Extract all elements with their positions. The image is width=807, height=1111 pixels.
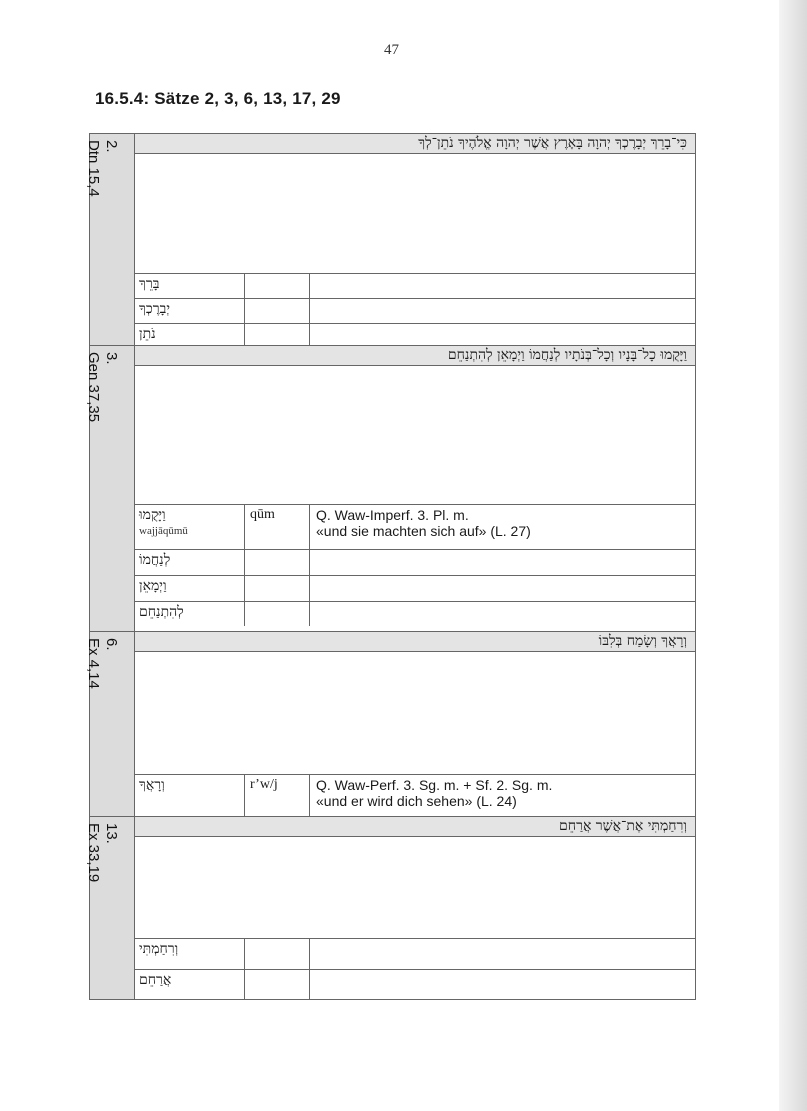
- sentence-number: 13.: [103, 823, 120, 844]
- sentence-side-label: [85, 346, 135, 631]
- hebrew-sentence: וַיָּקֻמוּ כָל־בָּנָיו וְכָל־בְּנֹתָיו לְנַחֲמוֹ וַיְמָאֵן לְהִתְנַחֵם: [135, 346, 695, 366]
- hebrew-word: וְרָאֲךָ: [139, 777, 165, 793]
- page-edge: [779, 0, 807, 1111]
- page-number: 47: [384, 42, 399, 58]
- analysis-cell[interactable]: [310, 775, 695, 816]
- word-translation: «und er wird dich sehen» (L. 24): [316, 793, 517, 809]
- sentence-block-13: [85, 817, 695, 999]
- hebrew-word: וַיָּקֻמוּ: [139, 507, 166, 523]
- sentence-side-label: [85, 632, 135, 816]
- hebrew-word: אֲרַחֵם: [139, 972, 172, 988]
- hebrew-word: יְבָרֶכְךָ: [139, 301, 171, 317]
- hebrew-word: וַיְמָאֵן: [139, 578, 167, 594]
- sentence-reference: Ex 33,19: [85, 823, 102, 883]
- sentence-number: 2.: [103, 140, 120, 153]
- sentence-number: 3.: [103, 352, 120, 365]
- sentence-block-3: [85, 346, 695, 632]
- sentence-reference: Gen 37,35: [85, 352, 102, 423]
- translation-area[interactable]: [135, 837, 695, 939]
- analysis-cell[interactable]: [310, 602, 695, 626]
- sentence-block-2: [85, 134, 695, 346]
- word-analysis-row: [135, 299, 695, 324]
- analysis-cell[interactable]: [310, 505, 695, 549]
- transliteration: wajjāqūmū: [139, 525, 188, 537]
- analysis-cell[interactable]: [310, 970, 695, 999]
- word-analysis-row: [135, 939, 695, 970]
- analysis-cell[interactable]: [310, 274, 695, 298]
- hebrew-word: בָּרֵךְ: [139, 276, 160, 292]
- word-translation: «und sie machten sich auf» (L. 27): [316, 523, 531, 539]
- word-analysis-row: [135, 775, 695, 816]
- root-cell[interactable]: [245, 939, 310, 969]
- root-cell[interactable]: [245, 550, 310, 575]
- word-analysis-row: [135, 970, 695, 999]
- sentence-reference: Ex 4,14: [85, 638, 102, 689]
- root-cell[interactable]: r’w/j: [245, 775, 310, 816]
- hebrew-word: נֹתֵן: [139, 326, 156, 342]
- worksheet-table: [85, 133, 696, 1000]
- analysis-cell[interactable]: [310, 939, 695, 969]
- translation-area[interactable]: [135, 154, 695, 274]
- sentence-side-label: [85, 817, 135, 999]
- root-cell[interactable]: [245, 274, 310, 298]
- word-analysis-row: [135, 505, 695, 550]
- section-title: 16.5.4: Sätze 2, 3, 6, 13, 17, 29: [95, 89, 341, 108]
- translation-area[interactable]: [135, 366, 695, 505]
- root-cell[interactable]: [245, 299, 310, 323]
- word-analysis-row: [135, 324, 695, 347]
- analysis-cell[interactable]: [310, 576, 695, 601]
- root-cell[interactable]: qūm: [245, 505, 310, 549]
- sentence-side-label: [85, 134, 135, 345]
- sentence-reference: Dtn 15,4: [85, 140, 102, 197]
- grammar-analysis: Q. Waw-Imperf. 3. Pl. m.: [316, 507, 469, 523]
- analysis-cell[interactable]: [310, 550, 695, 575]
- analysis-cell[interactable]: [310, 299, 695, 323]
- root-cell[interactable]: [245, 576, 310, 601]
- hebrew-sentence: וְרָאֲךָ וְשָׂמַח בְּלִבּוֹ: [135, 632, 695, 652]
- word-analysis-row: [135, 576, 695, 602]
- sentence-number: 6.: [103, 638, 120, 651]
- root-cell[interactable]: [245, 970, 310, 999]
- hebrew-word: וְרִחַמְתִּי: [139, 941, 179, 957]
- translation-area[interactable]: [135, 652, 695, 775]
- root-cell[interactable]: [245, 324, 310, 347]
- hebrew-sentence: וְרִחַמְתִּי אֶת־אֲשֶׁר אֲרַחֵם: [135, 817, 695, 837]
- hebrew-word: לְהִתְנַחֵם: [139, 604, 184, 620]
- hebrew-sentence: כִּי־בָרֵךְ יְבָרֶכְךָ יְהוָה בָּאָרֶץ אֲשֶׁר יְהוָה אֱלֹהֶיךָ נֹתֵן־לְךָ: [135, 134, 695, 154]
- word-analysis-row: [135, 550, 695, 576]
- word-analysis-row: [135, 274, 695, 299]
- analysis-cell[interactable]: [310, 324, 695, 347]
- grammar-analysis: Q. Waw-Perf. 3. Sg. m. + Sf. 2. Sg. m.: [316, 777, 553, 793]
- word-analysis-row: [135, 602, 695, 626]
- hebrew-word: לְנַחֲמוֹ: [139, 552, 171, 568]
- sentence-block-6: [85, 632, 695, 817]
- root-cell[interactable]: [245, 602, 310, 626]
